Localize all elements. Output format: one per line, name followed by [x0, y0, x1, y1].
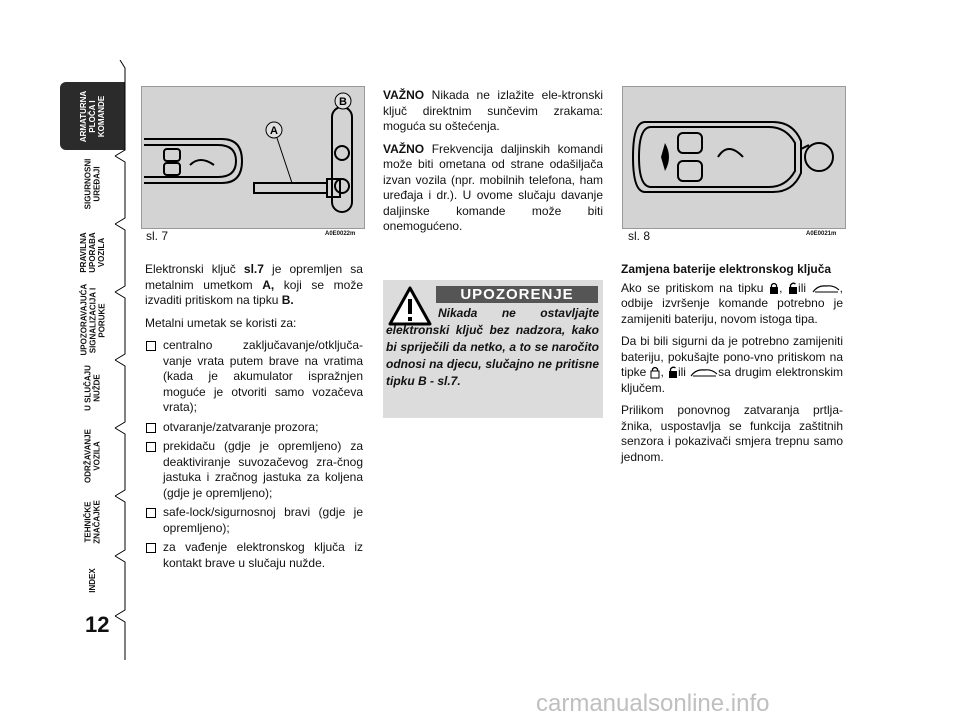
intro-paragraph: Elektronski ključ sl.7 je opremljen sa metalnim umetkom A, koji se može izvaditi pritiskom na tipku B. — [145, 262, 363, 307]
watermark: carmanualsonline.info — [536, 690, 770, 717]
note-2: VAŽNO Frekvencija daljinskih komandi može biti ometana od strane odašiljača izvan vozila (npr. mobilnih telefona, ham uređaja i dr.). U ovome slučaju davanje daljinske komande može biti onemogućeno. — [383, 141, 603, 233]
trunk-icon — [690, 367, 718, 378]
chapter-sidebar — [0, 0, 130, 720]
label-b: B — [339, 96, 347, 108]
tab-u-slucaju-nuzde[interactable]: U SLUČAJU NUŽDE — [83, 365, 102, 411]
column-3 — [621, 262, 843, 472]
battery-paragraph-2: Da bi bili sigurni da je potrebno zamijeniti bateriju, pokušajte pono-vno pritiskom na tipke , ili sa drugim elektronskim ključem. — [621, 334, 844, 395]
figure-8-code: A0E0021m — [806, 231, 837, 237]
figure-8 — [622, 86, 846, 229]
note-1: VAŽNO Nikada ne izlažite ele-ktronski ključ direktnim sunčevim zrakama: moguća su oštećenja. — [383, 88, 603, 133]
figure-7 — [141, 86, 365, 229]
tab-divider-lines — [55, 60, 130, 660]
page-number: 12 — [85, 612, 110, 637]
list-item: otvaranje/zatvaranje prozora; — [145, 420, 363, 436]
battery-paragraph-3: Prilikom ponovnog zatvaranja prtlja-žnika, uspostavlja se funkcija zaštitnih senzora i pokazivači smjera trepnu samo jednom. — [621, 403, 843, 464]
lock-icon — [650, 366, 660, 379]
key-with-insert-illustration — [142, 87, 364, 228]
unlock-icon — [788, 282, 798, 295]
figure-7-code: A0E0022m — [325, 231, 356, 237]
battery-paragraph-1: Ako se pritiskom na tipku , ili , odbije izvršenje komande potrebno je zamijeniti bateriju, novom istoga tipa. — [621, 280, 843, 326]
figure-8-caption: sl. 8 — [628, 229, 651, 243]
list-item: prekidaču (gdje je opremljeno) za deaktiviranje suvozačevog zra-čnog jastuka i zračnog jastuka za koljena (gdje je opremljeno); — [145, 439, 363, 501]
key-fob-illustration — [623, 87, 845, 228]
tab-upozoravajuca-signalizacija[interactable]: UPOZORAVAJUĆA SIGNALIZACIJA I PORUKE — [79, 283, 106, 355]
tab-odrzavanje-vozila[interactable]: ODRŽAVANJE VOZILA — [83, 429, 102, 483]
tab-index[interactable]: INDEX — [88, 567, 97, 593]
list-item: safe-lock/sigurnosnoj bravi (gdje je opremljeno); — [145, 505, 363, 536]
warning-text: Nikada ne ostavljajte elektronski ključ bez nadzora, kako bi spriječili da netko, a to se naročito odnosi na djecu, slučajno ne pritisne tipku B - sl.7. — [386, 306, 599, 388]
column-2 — [383, 88, 603, 242]
column-1 — [145, 262, 363, 575]
list-item: centralno zaključavanje/otključa-vanje vrata putem brave na vratima (kada je akumulator ispražnjen moguće je otvoriti samo vozačeva vrata); — [145, 338, 363, 416]
tab-sigurnosni-uredaji[interactable]: SIGURNOSNI UREĐAJI — [83, 158, 102, 210]
figure-7-caption: sl. 7 — [146, 229, 169, 243]
section-heading: Zamjena baterije elektronskog ključa — [621, 262, 832, 276]
unlock-icon — [668, 366, 678, 379]
trunk-icon — [812, 283, 840, 294]
tab-pravilna-uporaba[interactable]: PRAVILNA UPORABA VOZILA — [79, 231, 106, 273]
tab-armaturna-ploca[interactable]: ARMATURNA PLOČA I KOMANDE — [60, 82, 125, 150]
list-item: za vađenje elektronskog ključa iz kontakt brave u slučaju nužde. — [145, 540, 363, 571]
tab-tehnicke-znacajke[interactable]: TEHNIČKE ZNAČAJKE — [83, 500, 102, 544]
lock-icon — [769, 282, 779, 295]
warning-title: UPOZORENJE — [436, 286, 598, 303]
uses-intro: Metalni umetak se koristi za: — [145, 315, 297, 330]
uses-list — [145, 338, 363, 571]
label-a: A — [270, 125, 278, 137]
